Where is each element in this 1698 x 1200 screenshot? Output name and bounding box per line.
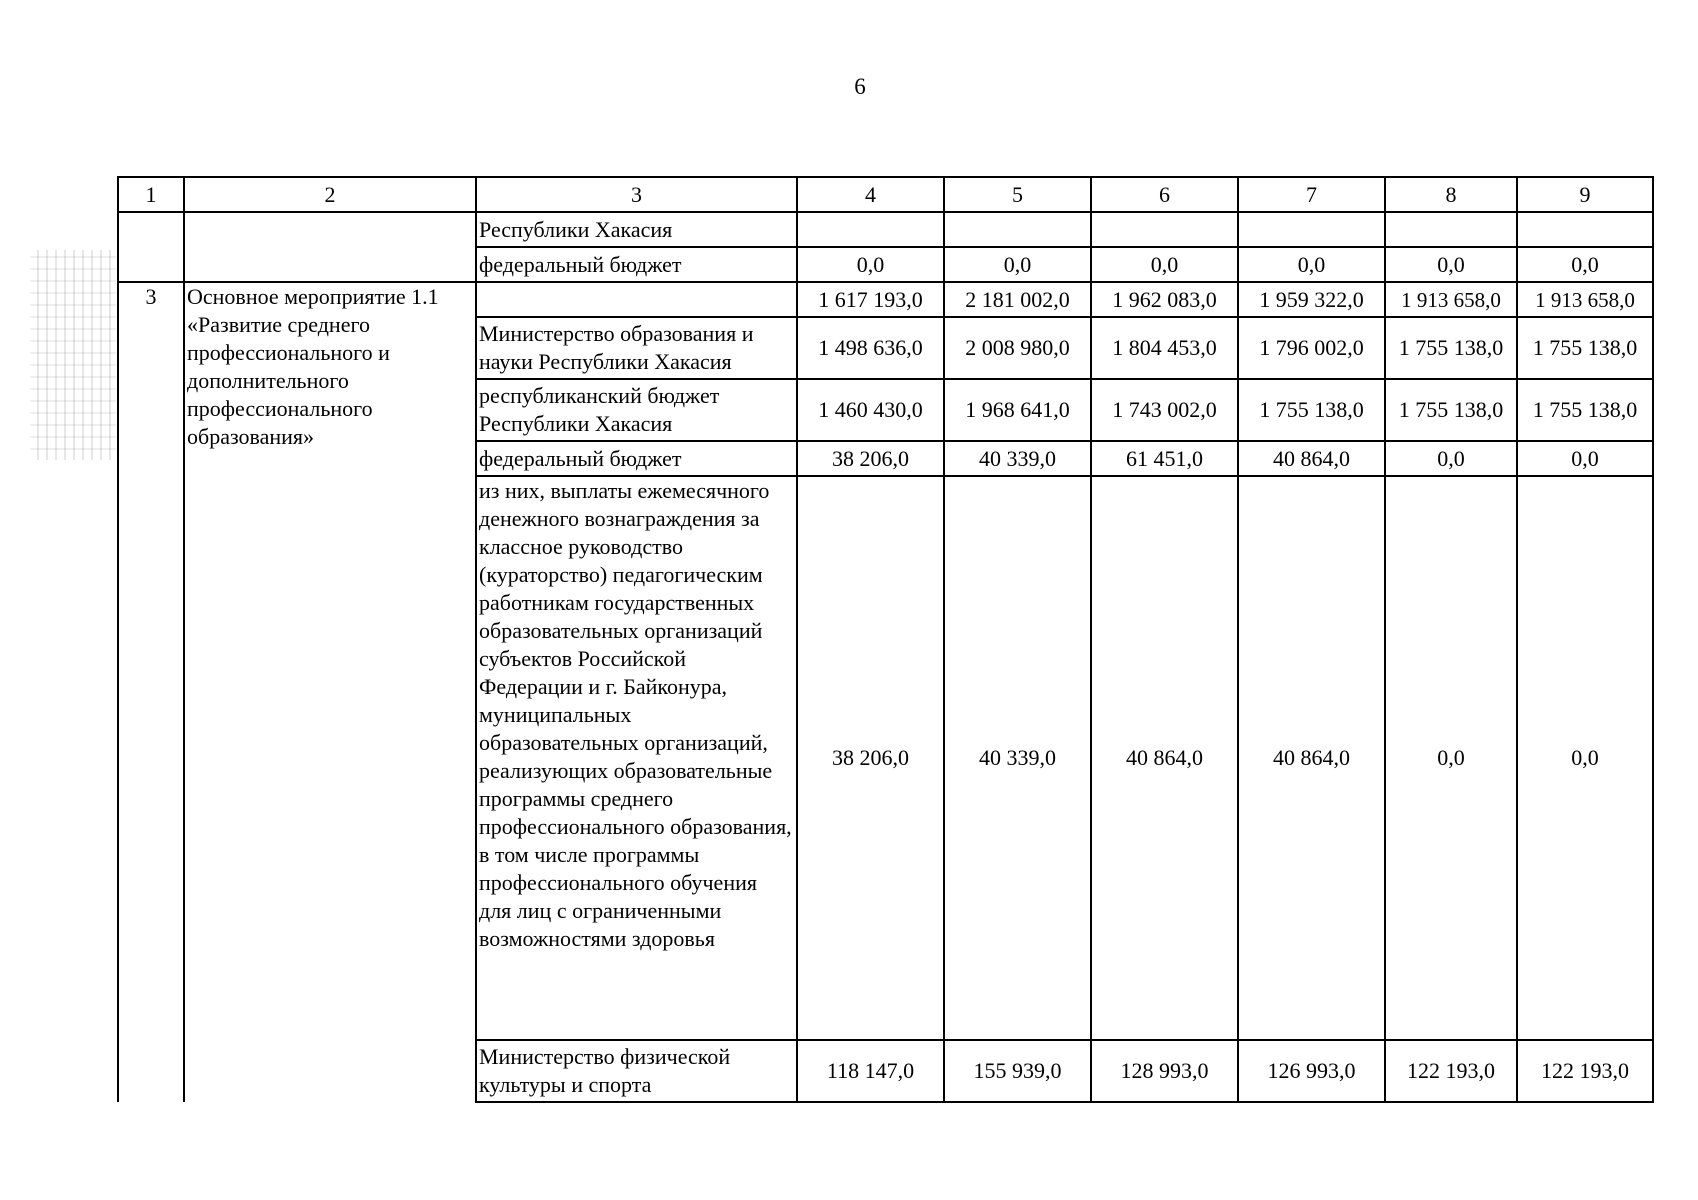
budget-table [117, 176, 1654, 1103]
value-cell: 1 968 641,0 [944, 379, 1091, 441]
value-cell: 1 755 138,0 [1517, 379, 1653, 441]
table-row [118, 212, 1653, 247]
value-cell: 0,0 [1385, 441, 1517, 476]
source-label: из них, выплаты ежемесячного денежного вознаграждения за классное руководство (кураторство) педагогическим работникам государственных образовательных организаций субъектов Российской Федерации и г. Байконура, муниципальных образовательных организаций, реализующих образовательные программы среднего профессионального образования, в том числе программы профессионального обучения для лиц с ограниченными возможностями здоровья [476, 476, 797, 1040]
value-cell [1385, 212, 1517, 247]
value-cell: 126 993,0 [1238, 1040, 1385, 1102]
value-cell: 118 147,0 [797, 1040, 944, 1102]
value-cell: 0,0 [1238, 247, 1385, 282]
value-cell: 1 755 138,0 [1385, 379, 1517, 441]
value-cell: 122 193,0 [1517, 1040, 1653, 1102]
value-cell: 1 743 002,0 [1091, 379, 1238, 441]
header-cell: 3 [476, 177, 797, 212]
value-cell: 1 755 138,0 [1238, 379, 1385, 441]
value-cell: 38 206,0 [797, 476, 944, 1040]
value-cell: 0,0 [1385, 247, 1517, 282]
stamp-mark [30, 250, 116, 460]
item-number: 3 [118, 282, 184, 1102]
header-cell: 1 [118, 177, 184, 212]
value-cell: 1 498 636,0 [797, 317, 944, 379]
header-cell: 6 [1091, 177, 1238, 212]
value-cell: 40 864,0 [1091, 476, 1238, 1040]
value-cell [1238, 212, 1385, 247]
header-cell: 9 [1517, 177, 1653, 212]
source-label: федеральный бюджет [476, 441, 797, 476]
value-cell: 1 617 193,0 [797, 282, 944, 317]
value-cell: 1 913 658,0 [1517, 282, 1653, 317]
value-cell: 0,0 [944, 247, 1091, 282]
value-cell: 1 755 138,0 [1385, 317, 1517, 379]
name-cell [184, 212, 476, 282]
value-cell [797, 212, 944, 247]
value-cell [944, 212, 1091, 247]
value-cell: 1 755 138,0 [1517, 317, 1653, 379]
value-cell: 1 796 002,0 [1238, 317, 1385, 379]
value-cell: 1 804 453,0 [1091, 317, 1238, 379]
value-cell: 2 008 980,0 [944, 317, 1091, 379]
value-cell: 40 864,0 [1238, 476, 1385, 1040]
source-label: республиканский бюджет Республики Хакасия [476, 379, 797, 441]
number-cell [118, 212, 184, 282]
page-number: 6 [854, 74, 866, 99]
source-label: Министерство физической культуры и спорта [476, 1040, 797, 1102]
value-cell: 0,0 [1517, 247, 1653, 282]
source-label: Министерство образования и науки Республики Хакасия [476, 317, 797, 379]
table-row [118, 282, 1653, 317]
value-cell: 40 339,0 [944, 476, 1091, 1040]
header-row [118, 177, 1653, 212]
source-label [476, 282, 797, 317]
budget-table-container [117, 176, 1654, 1103]
value-cell: 0,0 [797, 247, 944, 282]
header-cell: 7 [1238, 177, 1385, 212]
value-cell: 0,0 [1517, 476, 1653, 1040]
value-cell: 1 913 658,0 [1385, 282, 1517, 317]
value-cell: 128 993,0 [1091, 1040, 1238, 1102]
value-cell: 2 181 002,0 [944, 282, 1091, 317]
value-cell: 1 460 430,0 [797, 379, 944, 441]
value-cell: 0,0 [1091, 247, 1238, 282]
header-cell: 8 [1385, 177, 1517, 212]
value-cell: 122 193,0 [1385, 1040, 1517, 1102]
value-cell [1517, 212, 1653, 247]
value-cell: 40 864,0 [1238, 441, 1385, 476]
source-label: Республики Хакасия [476, 212, 797, 247]
value-cell: 0,0 [1385, 476, 1517, 1040]
value-cell: 1 959 322,0 [1238, 282, 1385, 317]
item-name: Основное мероприятие 1.1 «Развитие среднего профессионального и дополнительного профессионального образования» [184, 282, 476, 1102]
header-cell: 4 [797, 177, 944, 212]
value-cell: 40 339,0 [944, 441, 1091, 476]
header-cell: 5 [944, 177, 1091, 212]
value-cell: 1 962 083,0 [1091, 282, 1238, 317]
value-cell: 38 206,0 [797, 441, 944, 476]
source-label: федеральный бюджет [476, 247, 797, 282]
value-cell: 155 939,0 [944, 1040, 1091, 1102]
value-cell [1091, 212, 1238, 247]
value-cell: 61 451,0 [1091, 441, 1238, 476]
header-cell: 2 [184, 177, 476, 212]
value-cell: 0,0 [1517, 441, 1653, 476]
